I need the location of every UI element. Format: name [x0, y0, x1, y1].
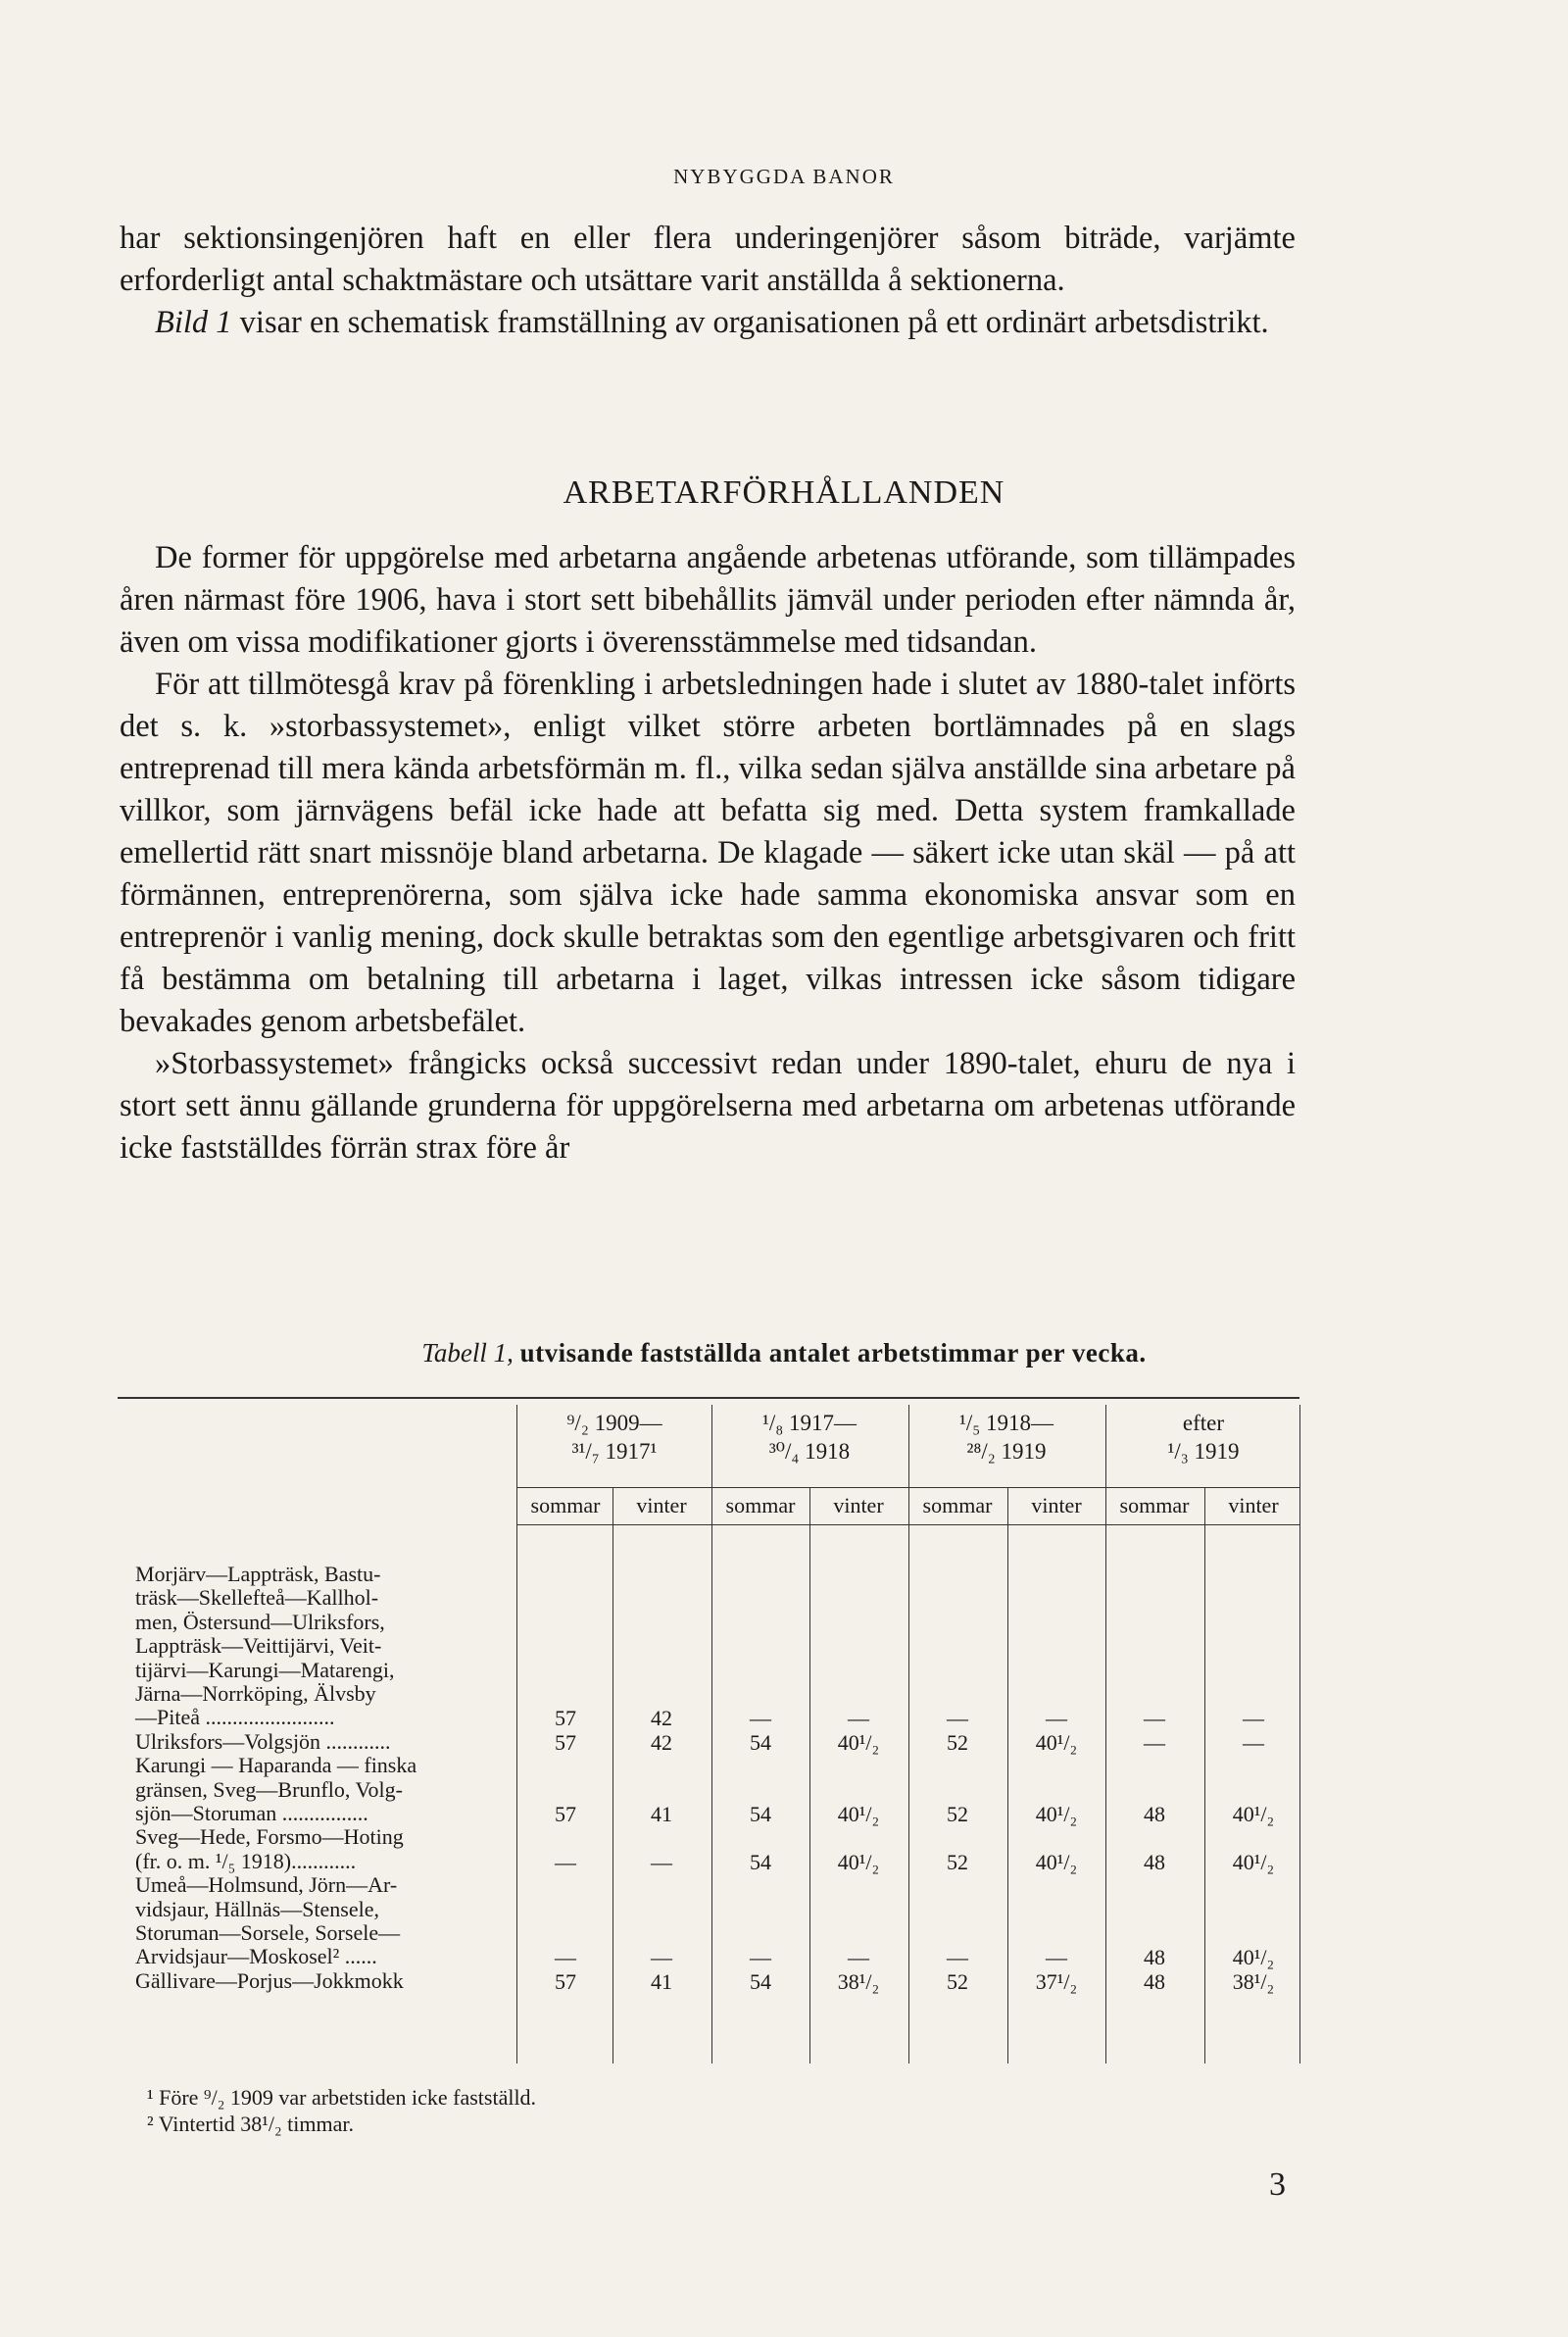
table-cell-value: 52	[947, 1849, 968, 1874]
table-caption	[0, 1338, 1568, 1368]
route-line: gränsen, Sveg—Brunflo, Volg-	[135, 1776, 403, 1802]
table-caption-text: utvisande fastställda antalet arbetstimmar per vecka.	[519, 1338, 1147, 1367]
season-header: sommar	[530, 1493, 601, 1517]
table-caption-label: Tabell 1,	[421, 1338, 514, 1367]
table-cell-value: 48	[1144, 1802, 1165, 1826]
main-paragraph-1: De former för uppgörelse med arbetarna angående arbetenas utförande, som tillämpades åren närmast före 1906, hava i stort sett bibehållits jämväl under perioden efter nämnda år, även om vissa modifikationer gjorts i överensstämmelse med tidsandan.	[120, 540, 1296, 660]
route-line: Ulriksfors—Volgsjön ............	[135, 1728, 391, 1754]
table-cell-value: 57	[555, 1729, 576, 1755]
main-text	[120, 537, 1296, 1169]
table-cell-value: 48	[1144, 1968, 1165, 1994]
table-cell-value: 40¹/₂	[837, 1729, 880, 1755]
season-header: vinter	[636, 1493, 687, 1517]
main-paragraph-2: För att tillmötesgå krav på förenkling i arbetsledningen hade i slutet av 1880-talet införts det s. k. »storbassystemet», enligt vilket större arbeten bortlämnades på en slags entreprenad till mera kända arbetsförmän m. fl., vilka sedan själva anställde sina arbetare på villkor, som järnvägens befäl icke hade att befatta sig med. Detta system framkallade emellertid rätt snart missnöje bland arbetarna. De klagade — säkert icke utan skäl — på att förmännen, entreprenörerna, som själva icke hade samma ekonomiska ansvar som en entreprenör i vanlig mening, dock skulle betraktas som den egentlige arbetsgivaren och fritt få bestämma om betalning till arbetarna i laget, vilkas intressen icke såsom tidigare bevakades genom arbetsbefälet.	[120, 667, 1296, 1039]
table-cell-value: —	[750, 1706, 771, 1731]
table-cell-value: —	[947, 1945, 968, 1970]
route-line: Karungi — Haparanda — finska	[135, 1753, 417, 1778]
route-line: Sveg—Hede, Forsmo—Hoting	[135, 1824, 404, 1850]
table-cell-value: —	[555, 1849, 576, 1874]
table-header-rule	[516, 1487, 1299, 1488]
intro-paragraph-2-text: visar en schematisk framställning av organisationen på ett ordinärt arbetsdistrikt.	[231, 305, 1269, 340]
route-line: Järna—Norrköping, Älvsby	[135, 1681, 376, 1707]
table-cell-value: —	[848, 1706, 869, 1731]
route-line: Lappträsk—Veittijärvi, Veit-	[135, 1633, 382, 1659]
main-paragraph-3: »Storbassystemet» frångicks också successivt redan under 1890-talet, ehuru de nya i stort sett ännu gällande grunderna för uppgörelserna med arbetarna om arbetenas utförande icke fastställdes förrän strax före år	[120, 1046, 1296, 1166]
period-header-line1: efter	[1182, 1411, 1225, 1435]
period-header-line2: ²⁸/₂ 1919	[966, 1439, 1047, 1464]
season-header: sommar	[1119, 1493, 1190, 1517]
table-header-rule	[516, 1524, 1299, 1525]
table-cell-value: —	[1046, 1945, 1067, 1970]
table-cell-value: 52	[947, 1802, 968, 1826]
section-heading: ARBETARFÖRHÅLLANDEN	[563, 474, 1005, 511]
table-cell-value: 42	[651, 1706, 672, 1731]
table-cell-value: 40¹/₂	[1232, 1849, 1275, 1874]
page-number: 3	[1269, 2166, 1286, 2203]
route-line: sjön—Storuman ................	[135, 1801, 368, 1825]
table-cell-value: 41	[651, 1968, 672, 1994]
intro-paragraph-2	[120, 302, 1296, 344]
table-cell-value: 40¹/₂	[1232, 1945, 1275, 1970]
table-cell-value: 48	[1144, 1849, 1165, 1874]
table-cell-value: 54	[750, 1802, 771, 1826]
table-cell-value: 38¹/₂	[1232, 1968, 1275, 1994]
route-line: vidsjaur, Hällnäs—Stensele,	[135, 1896, 380, 1921]
table-cell-value: —	[1144, 1729, 1165, 1755]
footnotes	[147, 2084, 536, 2137]
table-cell-value: —	[1243, 1729, 1264, 1755]
table-cell-value: 40¹/₂	[1035, 1849, 1078, 1874]
table-cell-value: 40¹/₂	[1035, 1802, 1078, 1826]
table-cell-value: 40¹/₂	[1232, 1802, 1275, 1826]
table-cell-value: 57	[555, 1968, 576, 1994]
period-header-line2: ¹/₃ 1919	[1167, 1439, 1240, 1464]
season-header: sommar	[725, 1493, 796, 1517]
route-line: Morjärv—Lappträsk, Bastu-	[135, 1562, 381, 1586]
intro-text	[120, 218, 1296, 344]
table-cell-value: —	[651, 1849, 672, 1874]
route-line: tijärvi—Karungi—Matarengi,	[135, 1657, 395, 1682]
figure-reference: Bild 1	[155, 305, 232, 340]
running-head: NYBYGGDA BANOR	[673, 165, 895, 188]
table-cell-value: 52	[947, 1968, 968, 1994]
table-cell-value: —	[651, 1945, 672, 1970]
table-cell-value: 48	[1144, 1945, 1165, 1970]
table-cell-value: —	[947, 1706, 968, 1731]
table-cell-value: 54	[750, 1729, 771, 1755]
footnote-2: ² Vintertid 38¹/₂ timmar.	[147, 2112, 355, 2136]
table-cell-value: —	[555, 1945, 576, 1970]
route-line: men, Östersund—Ulriksfors,	[135, 1609, 385, 1634]
table-row-route	[135, 1563, 630, 1730]
footnote-1: ¹ Före ⁹/₂ 1909 var arbetstiden icke fastställd.	[147, 2085, 537, 2110]
route-line: Arvidsjaur—Moskosel² ......	[135, 1944, 377, 1969]
table-cell-value: 52	[947, 1729, 968, 1755]
table-cell-value: —	[1243, 1706, 1264, 1731]
season-header: vinter	[833, 1493, 884, 1517]
table-cell-value: 42	[651, 1729, 672, 1755]
table-cell-value: 40¹/₂	[1035, 1729, 1078, 1755]
intro-paragraph-1: har sektionsingenjören haft en eller flera underingenjörer såsom biträde, varjämte erforderligt antal schaktmästare och utsättare varit anställda å sektionerna.	[120, 221, 1296, 298]
route-line: Storuman—Sorsele, Sorsele—	[135, 1920, 401, 1945]
route-line: Umeå—Holmsund, Jörn—Ar-	[135, 1872, 398, 1898]
working-hours-table	[118, 1397, 1299, 2064]
table-cell-value: 41	[651, 1802, 672, 1826]
season-header: vinter	[1228, 1493, 1279, 1517]
period-header-line1: ¹/₅ 1918—	[958, 1411, 1054, 1435]
period-header-line1: ¹/₈ 1917—	[761, 1411, 858, 1435]
table-top-rule	[118, 1397, 1299, 1399]
period-header-line2: ³⁰/₄ 1918	[768, 1439, 851, 1464]
route-line: träsk—Skellefteå—Kallhol-	[135, 1585, 379, 1611]
table-cell-value: 38¹/₂	[837, 1968, 880, 1994]
table-cell-value: 57	[555, 1706, 576, 1731]
table-cell-value: —	[1144, 1706, 1165, 1731]
table-cell-value: 54	[750, 1849, 771, 1874]
season-header: sommar	[922, 1493, 993, 1517]
table-cell-value: 37¹/₂	[1035, 1968, 1078, 1994]
table-cell-value: 40¹/₂	[837, 1802, 880, 1826]
season-header: vinter	[1031, 1493, 1082, 1517]
table-cell-value: 40¹/₂	[837, 1849, 880, 1874]
period-header-line1: ⁹/₂ 1909—	[566, 1411, 662, 1435]
route-line: Gällivare—Porjus—Jokkmokk	[135, 1967, 404, 1993]
table-cell-value: —	[1046, 1706, 1067, 1731]
table-cell-value: 54	[750, 1968, 771, 1994]
route-line: (fr. o. m. ¹/₅ 1918)............	[135, 1848, 357, 1873]
period-header-line2: ³¹/₇ 1917¹	[571, 1439, 658, 1464]
table-cell-value: —	[750, 1945, 771, 1970]
route-line: —Piteå ........................	[135, 1705, 335, 1730]
table-cell-value: —	[848, 1945, 869, 1970]
table-cell-value: 57	[555, 1802, 576, 1826]
